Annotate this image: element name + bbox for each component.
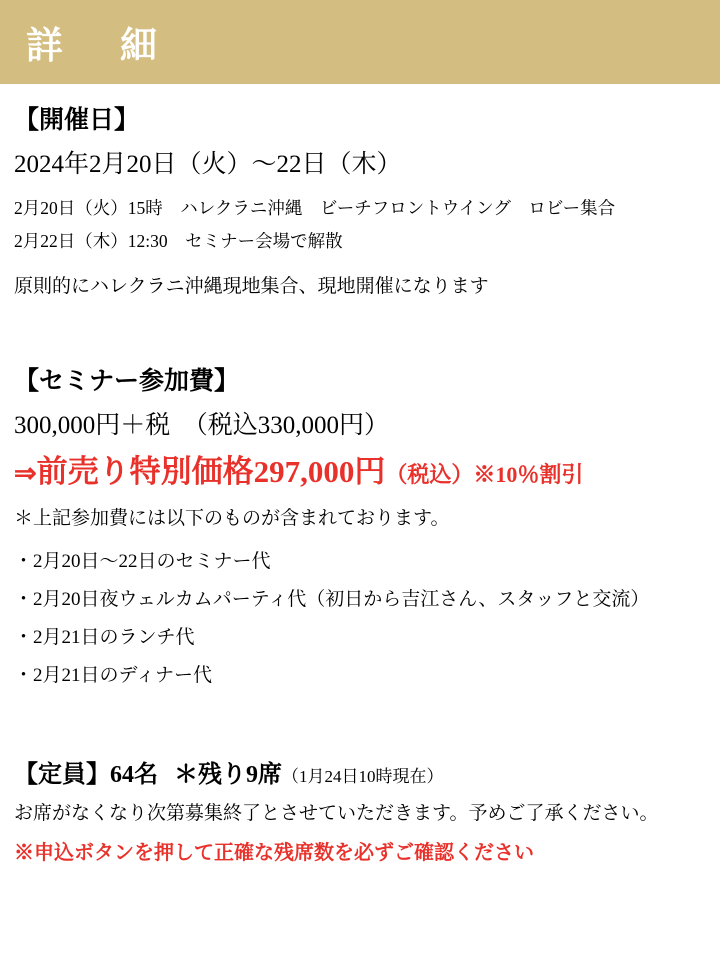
section-header-banner bbox=[0, 0, 720, 84]
spacer bbox=[14, 305, 706, 363]
fee-includes-list bbox=[14, 543, 706, 695]
date-detail-line-1: 2月20日（火）15時 ハレクラニ沖縄 ビーチフロントウイング ロビー集合 bbox=[14, 198, 616, 219]
fee-special-price-tax-note: （税込） bbox=[385, 462, 474, 488]
date-note: 原則的にハレクラニ沖縄現地集合、現地開催になります bbox=[14, 276, 489, 297]
capacity-section bbox=[14, 757, 706, 871]
list-item: ・2月21日のディナー代 bbox=[14, 664, 212, 686]
page-body bbox=[0, 84, 720, 871]
capacity-warning: ※申込ボタンを押して正確な残席数を必ずご確認ください bbox=[14, 841, 534, 864]
list-item: ・2月20日〜22日のセミナー代 bbox=[14, 550, 271, 572]
date-main-line: 2024年2月20日（火）〜22日（木） bbox=[14, 150, 402, 178]
fee-special-price-discount-note: ※10％割引 bbox=[473, 462, 584, 488]
date-section bbox=[14, 102, 706, 305]
capacity-heading: 【定員】64名 bbox=[14, 761, 158, 788]
arrow-right-icon: ⇒ bbox=[14, 458, 37, 489]
list-item: ・2月21日のランチ代 bbox=[14, 626, 195, 648]
fee-includes-note: ＊上記参加費には以下のものが含まれております。 bbox=[14, 507, 450, 529]
spacer bbox=[14, 695, 706, 757]
fee-section bbox=[14, 363, 706, 695]
fee-section-heading: 【セミナー参加費】 bbox=[14, 368, 240, 396]
capacity-heading-row bbox=[14, 757, 706, 793]
fee-special-price-label: 前売り特別価格297,000円 bbox=[36, 454, 386, 490]
capacity-note: お席がなくなり次第募集終了とさせていただきます。予めご了承ください。 bbox=[14, 802, 659, 824]
fee-special-price-row bbox=[14, 453, 706, 490]
date-detail-line-2: 2月22日（木）12:30 セミナー会場で解散 bbox=[14, 230, 343, 251]
spacer bbox=[14, 257, 706, 269]
capacity-as-of: （1月24日10時現在） bbox=[282, 766, 444, 786]
fee-regular-price: 300,000円＋税 （税込330,000円） bbox=[14, 411, 390, 439]
list-item: ・2月20日夜ウェルカムパーティ代（初日から吉江さん、スタッフと交流） bbox=[14, 588, 650, 610]
page-title: 詳 細 bbox=[26, 26, 167, 67]
capacity-remaining: ＊残り9席 bbox=[174, 761, 282, 788]
date-section-heading: 【開催日】 bbox=[14, 107, 140, 134]
